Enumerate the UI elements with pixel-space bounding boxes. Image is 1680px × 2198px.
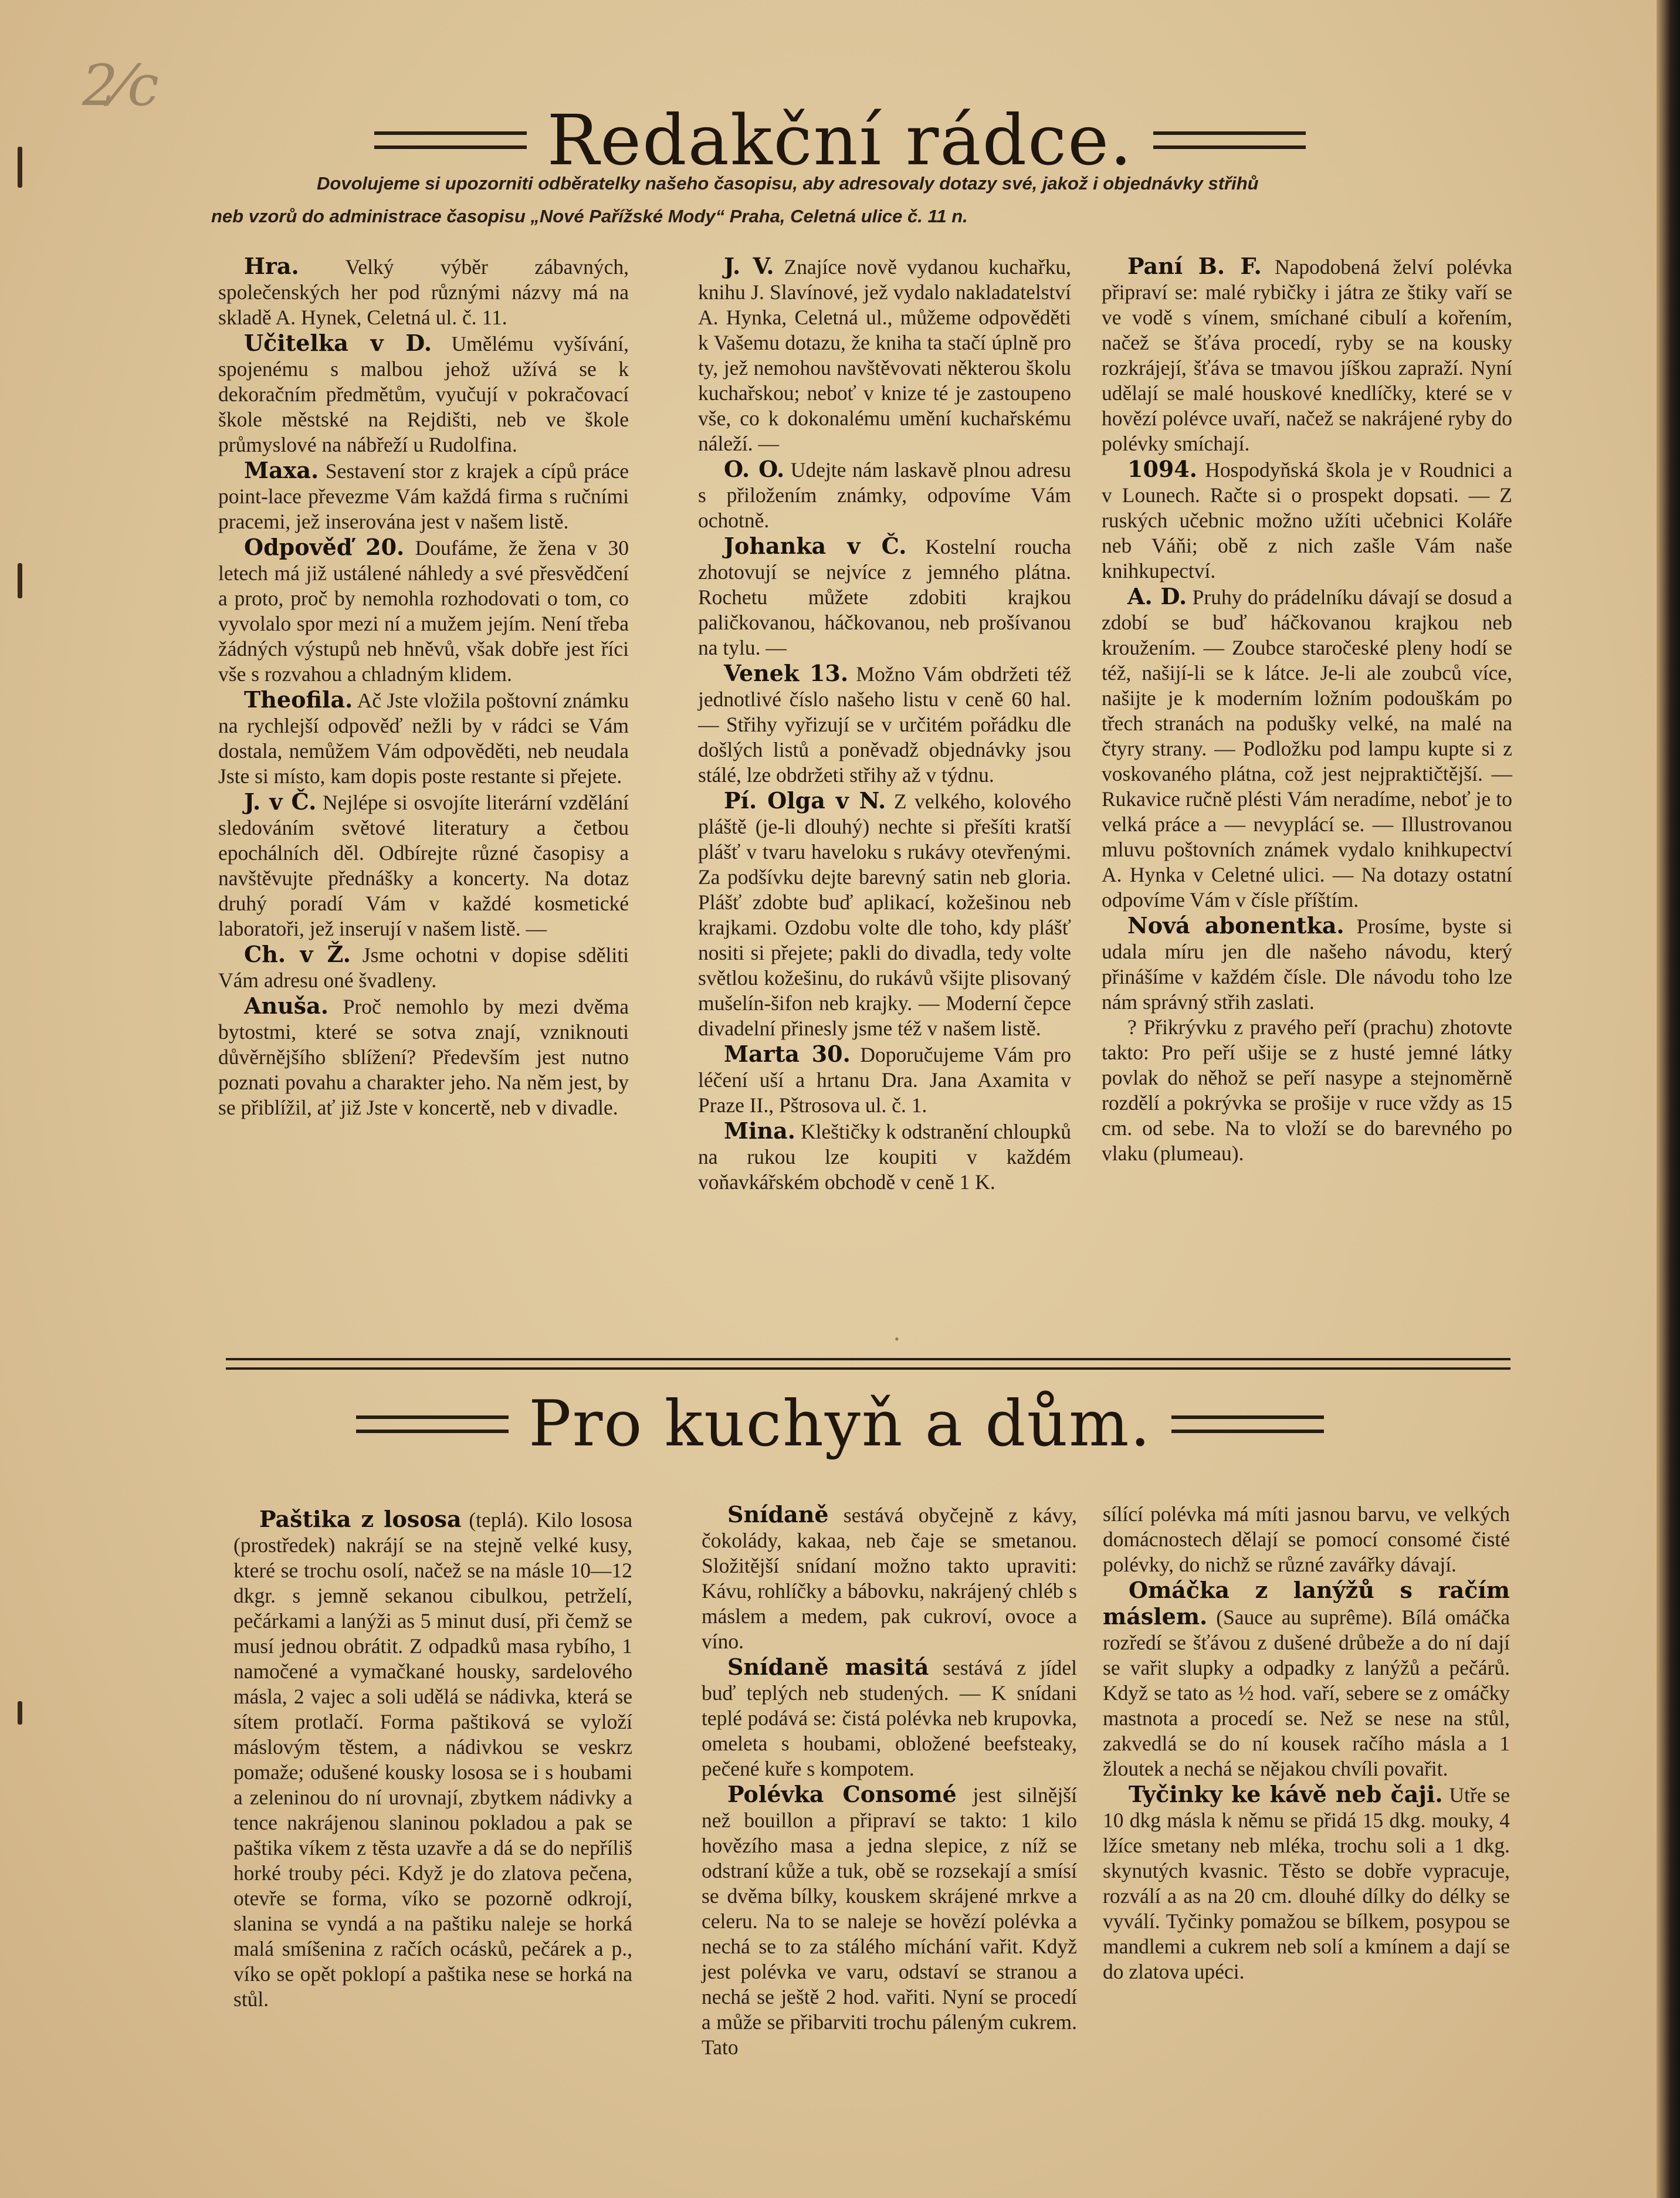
article-paragraph bbox=[1103, 1577, 1510, 1782]
heading-rule-right bbox=[1153, 131, 1306, 149]
subscriber-notice bbox=[211, 167, 1519, 233]
article-text: Umělému vyšívání, spojenému s malbou jehož užívá se k dekoračním předmětům, vyučují v pokračovací škole městské na Rejdišti, neb ve škole průmyslové na nábřeží u Rudolfina. bbox=[218, 332, 629, 456]
article-paragraph bbox=[218, 458, 629, 534]
article-text: Jsme ochotni v dopise sděliti Vám adresu oné švadleny. bbox=[218, 943, 629, 992]
article-paragraph bbox=[1103, 1782, 1510, 1984]
article-text: Proč nemohlo by mezi dvěma bytostmi, které se sotva znají, vzniknouti důvěrnějšího sblížení? Především jest nutno poznati povahu a charakter jeho. Na něm jest, by se přiblížil, ať již Jste v koncertě, neb v divadle. bbox=[218, 995, 629, 1119]
article-text: Doporučujeme Vám pro léčení uší a hrtanu Dra. Jana Axamita v Praze II., Pštrosova ul. č. 1. bbox=[698, 1043, 1071, 1117]
article-heading: Pí. Olga v N. bbox=[724, 787, 886, 814]
column-1 bbox=[218, 253, 629, 1120]
article-paragraph bbox=[698, 533, 1071, 661]
article-heading: Snídaně masitá bbox=[727, 1654, 929, 1680]
article-heading: Anuša. bbox=[244, 993, 328, 1019]
heading-rule-left bbox=[356, 1415, 509, 1433]
article-heading: Tyčinky ke kávě neb čaji. bbox=[1129, 1781, 1443, 1807]
article-text: Z velkého, kolového pláště (je-li dlouhý) nechte si přešíti kratší plášť v tvaru haveloku s rukávy otevřenými. Za podšívku dejte barevný satin neb gloria. Plášť zdobte buď aplikací, kožešinou neb krajkami. Ozdobu volte dle toho, kdy plášť nositi si přejete; pakli do divadla, tedy volte světlou kožešinu, do rukávů všijte plisovaný mušelín-šifon neb krajky. — Moderní čepce divadelní přinesly jsme též v našem listě. bbox=[698, 790, 1071, 1040]
article-heading: Venek 13. bbox=[724, 660, 849, 686]
article-text: (teplá). Kilo lososa (prostředek) nakrájí se na stejně velké kusy, které se trochu osolí, načež se na másle 10—12 dkgr. s jemně sekanou cibulkou, petrželí, pečárkami a lanýži as 5 minut dusí, při čemž se musí jednou obrátit. Z odpadků masa rybího, 1 namočené a vymačkané housky, sardelového másla, 2 vajec a soli udělá se nádivka, která se sítem protlačí. Forma paštiková se vyloží máslovým těstem, a nádivkou se veskrz pomaže; odušené kousky lososa se i s houbami a zeleninou do ní urovnají, zbytkem nádivky a tence nakrájenou slaninou pokladou a pak se paštika víkem z těsta uzavře a dá se do nepříliš horké trouby péci. Když je do zlatova pečena, otevře se forma, víko se pozorně odkrojí, slanina se vyndá a na paštiku naleje se horká malá smíšenina z račích ocásků, pečárek a p., víko se opět poklopí a paštika nese se horká na stůl. bbox=[233, 1508, 632, 2011]
column-4 bbox=[233, 1506, 632, 2012]
handwritten-note: 2⁄c bbox=[82, 53, 159, 118]
notice-line: neb vzorů do administrace časopisu „Nové Pařížské Mody“ Praha, Celetná ulice č. 11 n. bbox=[211, 206, 968, 226]
article-paragraph bbox=[698, 253, 1071, 456]
article-heading: Odpověď 20. bbox=[244, 534, 405, 560]
article-text: ? Přikrývku z pravého peří (prachu) zhotovte takto: Pro peří ušije se z husté jemné látky povlak do něhož se peří nasype a stejnoměrně rozdělí a pokrývka se prošije v ruce vždy as 15 cm. od sebe. Na to vloží se do barevného po vlaku (plumeau). bbox=[1102, 1015, 1512, 1165]
article-paragraph bbox=[1102, 253, 1512, 456]
article-paragraph bbox=[218, 534, 629, 687]
article-heading: Paštika z lososa bbox=[259, 1506, 462, 1532]
article-heading: Polévka Consomé bbox=[727, 1781, 957, 1807]
article-text: Doufáme, že žena v 30 letech má již ustálené náhledy a své přesvědčení a proto, proč by nemohla rozhodovati o tom, co vyvolalo spor mezi ní a mužem jejím. Není třeba žádných výstupů neb hněvů, však dobře jest říci vše s rozvahou a chladným klidem. bbox=[218, 536, 629, 686]
article-heading: Nová abonentka. bbox=[1127, 912, 1344, 939]
section-divider bbox=[226, 1358, 1510, 1370]
article-paragraph bbox=[1103, 1502, 1510, 1577]
article-text: (Sauce au suprême). Bílá omáčka rozředí se šťávou z dušené drůbeže a do ní dají se vařit slupky a odpadky z lanýžů a pečárů. Když se tato as ½ hod. vaří, sebere se z omáčky mastnota a procedí se. Než se nese na stůl, zakvedlá se do ní kousek račího másla a 1 žloutek a nechá se nějakou chvíli povařit. bbox=[1103, 1606, 1510, 1780]
article-heading: O. O. bbox=[724, 456, 785, 482]
article-text: Prosíme, byste si udala míru jen dle našeho návodu, který přinášíme v každém čísle. Dle návodu toho lze nám správný střih zaslati. bbox=[1102, 915, 1512, 1014]
article-paragraph bbox=[702, 1654, 1077, 1782]
notice-line: Dovolujeme si upozorniti odběratelky našeho časopisu, aby adresovaly dotazy své, jakož i objednávky střihů bbox=[317, 173, 1259, 194]
article-paragraph bbox=[1102, 584, 1512, 913]
article-text: Možno Vám obdržeti též jednotlivé číslo našeho listu v ceně 60 hal. — Střihy vyřizují se v určitém pořádku dle došlých listů a poněvadž objednávky jsou stálé, lze obdržeti střihy až v týdnu. bbox=[698, 662, 1071, 787]
article-heading: Mina. bbox=[724, 1117, 795, 1144]
article-paragraph bbox=[1102, 1015, 1512, 1166]
article-text: Nejlépe si osvojíte literární vzdělání sledováním světové literatury a četbou epochálních děl. Odbírejte různé časopisy a navštěvujte přednášky a koncerty. Na dotaz druhý poradí Vám v každé kosmetické laboratoři, jež inserují v našem listě. — bbox=[218, 791, 629, 940]
article-heading: Paní B. F. bbox=[1127, 253, 1262, 279]
article-heading: Ch. v Ž. bbox=[244, 941, 351, 967]
column-2 bbox=[698, 253, 1071, 1195]
article-text: Napodobená želví polévka připraví se: malé rybičky i játra ze štiky vaří se ve vodě s vínem, smíchané cibulí a kořením, načež se šťáva procedí, ryby se na kousky rozkrájejí, šťáva se tmavou jíškou zapraží. Nyní udělají se malé houskové knedlíčky, které se v hovězí polévce uvaří, načež se nakrájené ryby do polévky smíchají. bbox=[1102, 255, 1512, 455]
article-text: jest silnější než bouillon a připraví se takto: 1 kilo hovězího masa a jedna slepice, z níž se odstraní kůže a tuk, obě se rozsekají a smísí se dvěma bílky, kouskem skrájené mrkve a celeru. Na to se naleje se hovězí polévka a nechá se to za stálého míchání vařit. Když jest polévka ve varu, odstaví se stranou a nechá se ještě 2 hod. vařiti. Nyní se procedí a může se přibarviti trochu páleným cukrem. Tato bbox=[702, 1783, 1077, 2059]
article-heading: Marta 30. bbox=[724, 1041, 851, 1067]
article-text: Utře se 10 dkg másla k němu se přidá 15 dkg. mouky, 4 lžíce smetany neb mléka, trochu soli a 1 dkg. skynutých kvasnic. Těsto se dobře vypracuje, rozválí a as na 20 cm. dlouhé dílky do délky se vyválí. Tyčinky pomažou se bílkem, posypou se mandlemi a cukrem neb solí a kmínem a dají se do zlatova upéci. bbox=[1103, 1783, 1510, 1983]
article-paragraph bbox=[702, 1782, 1077, 2060]
article-text: Kostelní roucha zhotovují se nejvíce z jemného plátna. Rochetu můžete zdobiti krajkou paličkovanou, háčkovanou, neb prošívanou na tylu. — bbox=[698, 535, 1071, 659]
article-paragraph bbox=[698, 788, 1071, 1041]
article-paragraph bbox=[702, 1502, 1077, 1654]
article-heading: Theofila. bbox=[244, 686, 353, 713]
article-heading: Učitelka v D. bbox=[244, 330, 432, 356]
article-text: sestává z jídel buď teplých neb studených. — K snídani teplé podává se: čistá polévka neb krupovka, omeleta s houbami, obložené beefsteaky, pečené kuře s kompotem. bbox=[702, 1656, 1077, 1780]
article-heading: 1094. bbox=[1127, 456, 1197, 482]
article-text: Velký výběr zábavných, společenských her pod různými názvy má na skladě A. Hynek, Celetná ul. č. 11. bbox=[218, 255, 629, 329]
article-paragraph bbox=[698, 1118, 1071, 1195]
article-heading: J. v Č. bbox=[244, 788, 317, 815]
article-text: Ač Jste vložila poštovní známku na rychlejší odpověď nežli by v rádci se Vám dostala, nemůžem Vám odpověděti, neb neudala Jste si místo, kam dopis poste restante si přejete. bbox=[218, 689, 629, 788]
article-paragraph bbox=[233, 1506, 632, 2012]
ink-speck: • bbox=[895, 1332, 899, 1346]
article-paragraph bbox=[1102, 456, 1512, 584]
column-5 bbox=[702, 1502, 1077, 2060]
section-heading-kuchyn bbox=[0, 1387, 1680, 1461]
article-paragraph bbox=[218, 330, 629, 458]
margin-mark bbox=[18, 1701, 22, 1725]
column-3 bbox=[1102, 253, 1512, 1166]
heading-rule-right bbox=[1171, 1415, 1324, 1433]
article-text: Pruhy do prádelníku dávají se dosud a zdobí se buď háčkovanou krajkou neb kroužením. — Zoubce staročeské pleny hodí se též, našijí-li se k látce. Je-li ale zoubců více, našijte je k moderním ložním podouškám po třech stranách na podušky velké, na malé na čtyry strany. — Podložku pod lampu kupte si z voskovaného plátna, což jest nejpraktičtější. — Rukavice ručně plésti Vám neradíme, neboť je to velká práce a — nevyplácí se. — Illustrovanou mluvu poštovních známek vydalo knihkupectví A. Hynka v Celetné ulici. — Na dotazy ostatní odpovíme Vám v čísle příštím. bbox=[1102, 585, 1512, 912]
article-heading: Snídaně bbox=[727, 1501, 829, 1528]
article-paragraph bbox=[218, 687, 629, 789]
article-paragraph bbox=[218, 789, 629, 941]
article-paragraph bbox=[698, 456, 1071, 533]
article-text: sestává obyčejně z kávy, čokolády, kakaa, neb čaje se smetanou. Složitější snídaní možno takto upraviti: Kávu, rohlíčky a bábovku, nakrájený chléb s máslem a medem, pak cukroví, ovoce a víno. bbox=[702, 1503, 1077, 1653]
article-text: Kleštičky k odstranění chloupků na rukou lze koupiti v každém voňavkářském obchodě v ceně 1 K. bbox=[698, 1120, 1071, 1194]
margin-mark bbox=[18, 563, 22, 598]
article-heading: A. D. bbox=[1127, 583, 1187, 609]
article-heading: J. V. bbox=[724, 253, 774, 279]
article-heading: Johanka v Č. bbox=[724, 533, 907, 559]
section-title: Pro kuchyň a dům. bbox=[529, 1387, 1151, 1461]
article-heading: Maxa. bbox=[244, 457, 319, 483]
article-paragraph bbox=[218, 253, 629, 330]
article-text: Znajíce nově vydanou kuchařku, knihu J. Slavínové, jež vydalo nakladatelství A. Hynka, Celetná ul., můžeme odpověděti k Vašemu dotazu, že kniha ta stačí úplně pro ty, jež nemohou navštěvovati některou školu kuchařskou; neboť v knize té je zastoupeno vše, co k dokonalému umění kuchařskému náleží. — bbox=[698, 255, 1072, 455]
article-text: sílící polévka má míti jasnou barvu, ve velkých domácnostech dělají se pomocí consomé čisté polévky, do nichž se různé zavářky dávají. bbox=[1103, 1502, 1510, 1576]
article-text: Hospodyňská škola je v Roudnici a v Lounech. Račte si o prospekt dopsati. — Z ruských učebnic možno užíti učebnici Koláře neb Váňi; obě z nich zašle Vám naše knihkupectví. bbox=[1102, 458, 1512, 582]
article-heading: Hra. bbox=[244, 253, 299, 279]
page-edge-shadow bbox=[1657, 0, 1680, 2198]
column-6 bbox=[1103, 1502, 1510, 1984]
article-paragraph bbox=[1102, 913, 1512, 1015]
article-text: Udejte nám laskavě plnou adresu s přiložením známky, odpovíme Vám ochotně. bbox=[698, 458, 1071, 532]
heading-rule-left bbox=[374, 131, 527, 149]
article-paragraph bbox=[698, 1041, 1071, 1118]
section-title: Redakční rádce. bbox=[547, 100, 1133, 181]
article-paragraph bbox=[218, 993, 629, 1120]
article-text: Sestavení stor z krajek a cípů práce point-lace převezme Vám každá firma s ručními pracemi, jež inserována jest v našem listě. bbox=[218, 459, 629, 533]
article-heading: Omáčka z lanýžů s račím máslem. bbox=[1103, 1577, 1510, 1630]
article-paragraph bbox=[698, 661, 1071, 788]
article-paragraph bbox=[218, 941, 629, 993]
